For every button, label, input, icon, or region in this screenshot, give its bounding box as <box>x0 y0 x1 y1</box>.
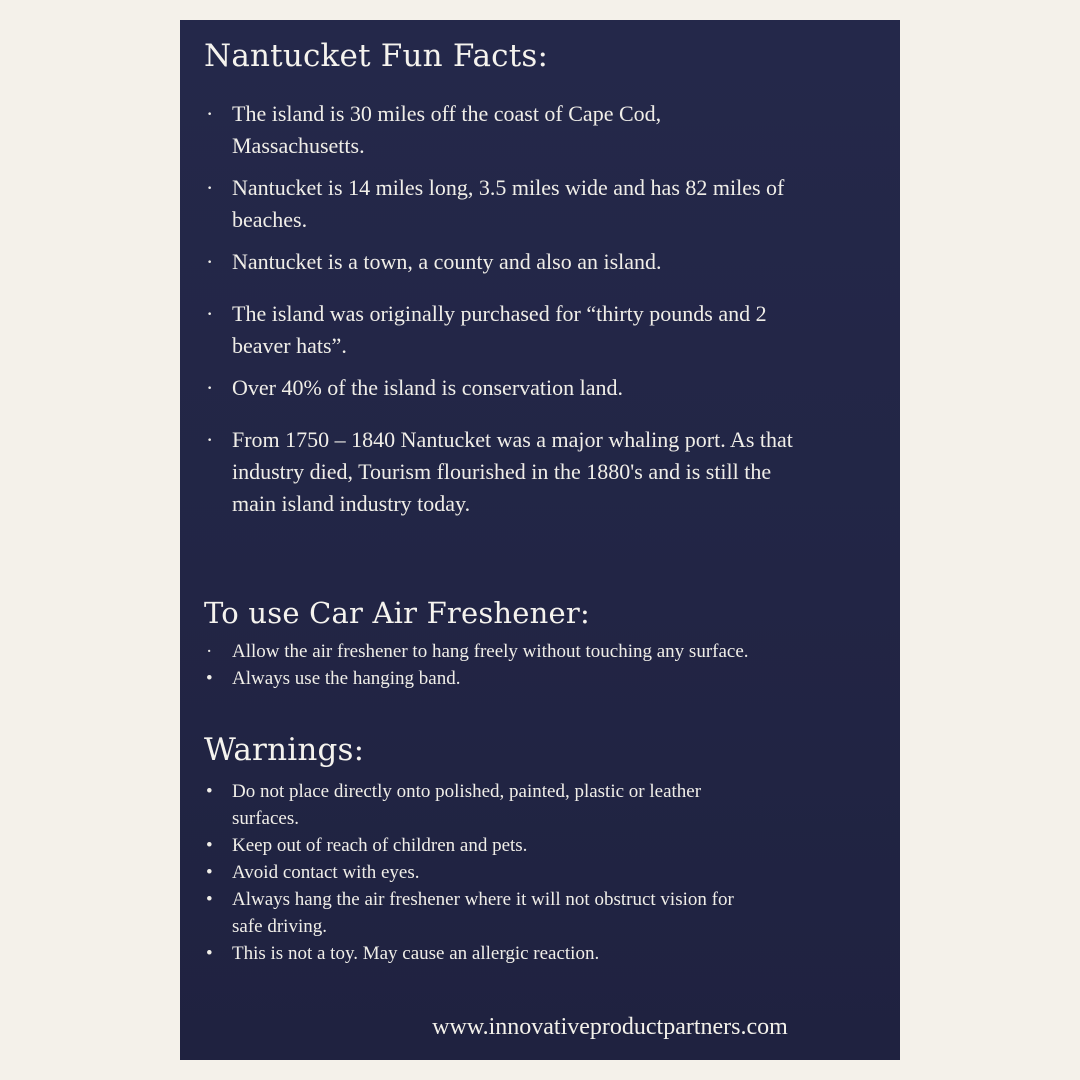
list-item <box>204 172 794 236</box>
warnings-list <box>204 778 764 967</box>
usage-text: Allow the air freshener to hang freely without touching any surface. <box>232 641 749 662</box>
bullet-icon: • <box>206 668 213 689</box>
fact-text: Nantucket is 14 miles long, 3.5 miles wide and has 82 miles of beaches. <box>232 175 785 232</box>
bullet-icon: · <box>206 427 214 452</box>
bullet-icon: • <box>206 889 213 910</box>
warnings-heading: Warnings: <box>204 732 365 768</box>
warning-text: Do not place directly onto polished, painted, plastic or leather surfaces. <box>232 781 702 829</box>
warning-text: Avoid contact with eyes. <box>232 862 420 883</box>
list-item <box>204 940 764 967</box>
warning-text: Keep out of reach of children and pets. <box>232 835 528 856</box>
list-item <box>204 832 764 859</box>
list-item <box>204 246 794 278</box>
fun-facts-heading: Nantucket Fun Facts: <box>204 38 549 74</box>
bullet-icon: • <box>206 835 213 856</box>
bullet-icon: · <box>206 301 214 326</box>
fact-text: Over 40% of the island is conservation land. <box>232 375 624 400</box>
usage-text: Always use the hanging band. <box>232 668 461 689</box>
bullet-icon: · <box>206 175 214 200</box>
usage-list <box>204 638 764 692</box>
warning-text: Always hang the air freshener where it will not obstruct vision for safe driving. <box>232 889 734 937</box>
bullet-icon: · <box>206 249 214 274</box>
fact-text: The island was originally purchased for “thirty pounds and 2 beaver hats”. <box>232 301 767 358</box>
list-item <box>204 778 764 832</box>
fun-facts-list <box>204 98 794 530</box>
bullet-icon: • <box>206 862 213 883</box>
list-item <box>204 638 764 665</box>
bullet-icon: • <box>206 781 213 802</box>
bullet-icon: • <box>206 943 213 964</box>
product-info-card <box>180 20 900 1060</box>
fact-text: The island is 30 miles off the coast of Cape Cod, Massachusetts. <box>232 101 662 158</box>
fact-text: Nantucket is a town, a county and also an island. <box>232 249 662 274</box>
list-item <box>204 886 764 940</box>
list-item <box>204 298 794 362</box>
warning-text: This is not a toy. May cause an allergic reaction. <box>232 943 600 964</box>
usage-heading: To use Car Air Freshener: <box>204 596 590 630</box>
bullet-icon: · <box>206 641 213 662</box>
list-item <box>204 424 794 520</box>
bullet-icon: · <box>206 101 214 126</box>
bullet-icon: · <box>206 375 214 400</box>
list-item <box>204 859 764 886</box>
website-url: www.innovativeproductpartners.com <box>432 1014 788 1040</box>
fact-text: From 1750 – 1840 Nantucket was a major whaling port. As that industry died, Tourism flourished in the 1880's and is still the main island industry today. <box>232 427 793 516</box>
list-item <box>204 665 764 692</box>
list-item <box>204 372 794 404</box>
list-item <box>204 98 794 162</box>
